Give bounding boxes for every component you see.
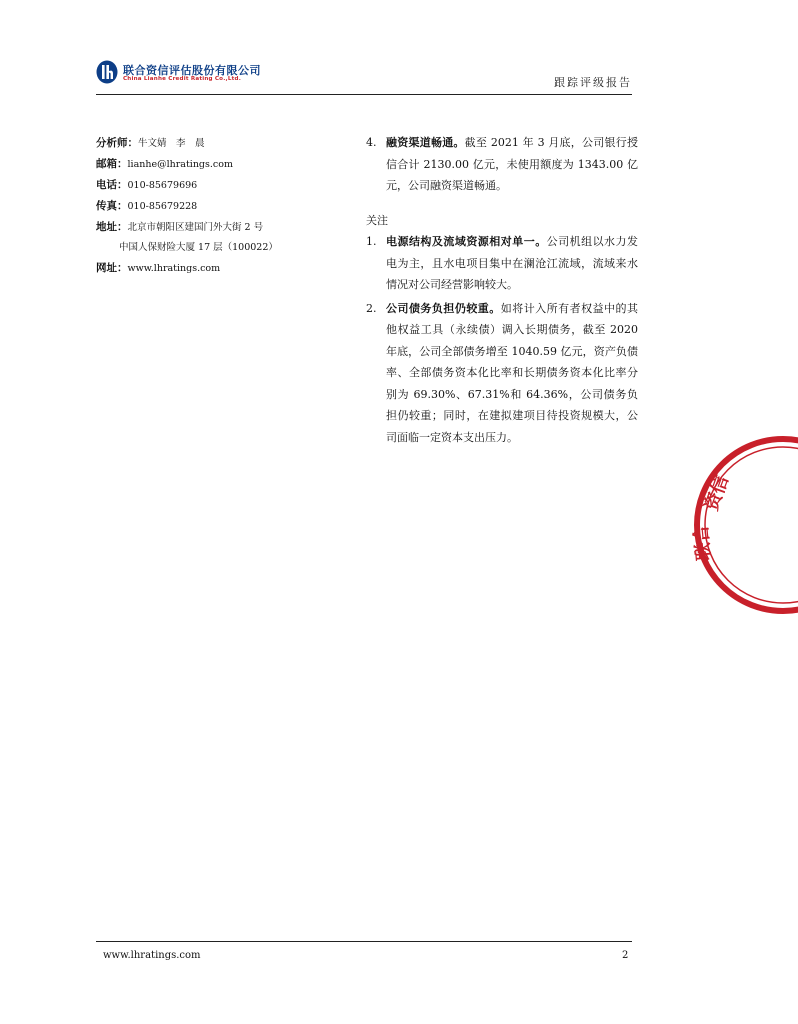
strength-item-4 (362, 132, 638, 197)
address-row (96, 217, 346, 238)
concern-item-2 (362, 298, 638, 449)
email-value[interactable]: lianhe@lhratings.com (127, 159, 233, 170)
concern-item-1 (362, 231, 638, 296)
website-row (96, 258, 346, 279)
item-heading: 电源结构及流域资源相对单一。 (386, 235, 547, 248)
analyst-row (96, 133, 346, 154)
concerns-heading: 关注 (366, 213, 388, 227)
item-text: 如将计入所有者权益中的其他权益工具（永续债）调入长期债务，截至 2020 年底，公司全部债务增至 1040.59 亿元，资产负债率、全部债务资本化比率和长期债务资本化比率分别为 69.30%、67.31%和 64.36%，公司债务负担仍较重；同时，在建拟建项目待投资规模大，公司面临一定资本支出压力。 (386, 301, 639, 444)
item-text: 公司机组以水力发电为主，且水电项目集中在澜沧江流域，流域来水情况对公司经营影响较大。 (386, 235, 639, 291)
phone-label: 电话： (96, 179, 128, 191)
address-label: 地址： (96, 221, 128, 233)
item-heading: 公司债务负担仍较重。 (386, 301, 501, 315)
fax-label: 传真： (96, 200, 128, 212)
item-body (386, 132, 638, 197)
svg-text:联合: 联合 (690, 523, 715, 562)
phone-row (96, 175, 346, 196)
lianhe-logo-icon (96, 60, 118, 84)
item-number: 2. (366, 301, 377, 315)
footer-website[interactable]: www.lhratings.com (103, 950, 201, 961)
svg-text:资信: 资信 (700, 472, 734, 514)
company-seal-stamp (688, 430, 798, 620)
rating-points-column (362, 132, 638, 450)
analyst-contact-block (96, 133, 346, 279)
website-value[interactable]: www.lhratings.com (127, 263, 221, 274)
company-name-en: China Lianhe Credit Rating Co.,Ltd. (123, 76, 242, 82)
item-text: 截至 2021 年 3 月底，公司银行授信合计 2130.00 亿元，未使用额度为 1343.00 亿元，公司融资渠道畅通。 (386, 136, 638, 192)
phone-value: 010-85679696 (127, 180, 198, 191)
fax-row (96, 196, 346, 217)
fax-value: 010-85679228 (127, 201, 198, 212)
item-number: 1. (366, 235, 377, 248)
website-label: 网址： (96, 262, 128, 274)
address-line2: 中国人保财险大厦 17 层（100022） (119, 242, 278, 253)
analyst-names: 牛文婧 李 晨 (138, 138, 205, 149)
item-number: 4. (366, 136, 377, 149)
analyst-label: 分析师： (96, 137, 138, 149)
footer-divider (96, 941, 632, 942)
item-heading: 融资渠道畅通。 (386, 136, 465, 149)
page-number: 2 (622, 950, 629, 961)
address-line1: 北京市朝阳区建国门外大街 2 号 (127, 222, 264, 233)
company-name-cn: 联合资信评估股份有限公司 (123, 64, 261, 77)
email-label: 邮箱： (96, 158, 128, 170)
page-header (96, 58, 632, 95)
item-body (386, 298, 638, 449)
email-row (96, 154, 346, 175)
report-type-title: 跟踪评级报告 (554, 76, 632, 89)
item-body (386, 231, 638, 296)
